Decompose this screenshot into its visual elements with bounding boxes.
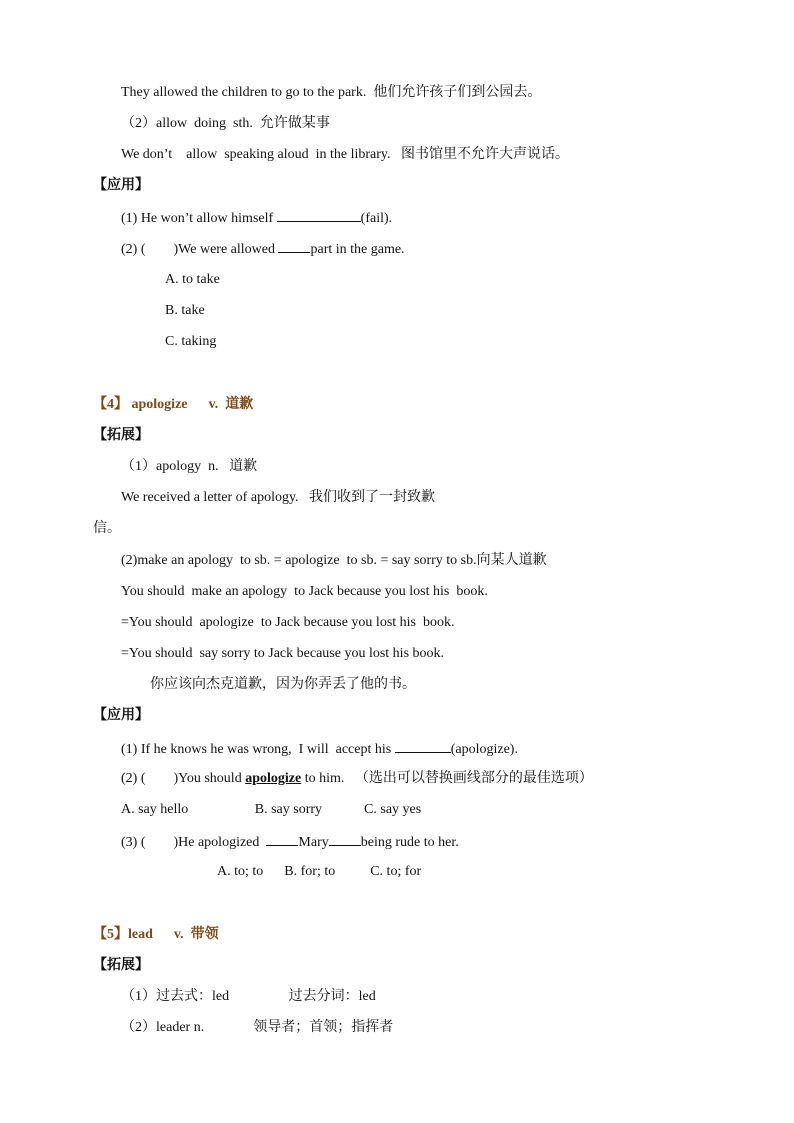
usage-item: （1）过去式：led 过去分词：led bbox=[121, 989, 376, 1004]
option-a: A. to take bbox=[165, 272, 220, 287]
usage-item: （2）leader n. 领导者；首领；指挥者 bbox=[121, 1020, 394, 1035]
heading-4-apologize: 【4】 apologize v. 道歉 bbox=[93, 397, 254, 412]
example-sentence-cont: 信。 bbox=[93, 521, 121, 536]
question-text: (2) ( )We were allowed bbox=[121, 242, 279, 257]
answer-blank[interactable] bbox=[278, 239, 310, 253]
section-label-application: 【应用】 bbox=[93, 178, 149, 193]
example-sentence: We received a letter of apology. 我们收到了一封致歉 bbox=[121, 490, 436, 505]
question-text: (3) ( )He apologized bbox=[121, 835, 267, 850]
question-text: Mary bbox=[298, 835, 329, 850]
answer-blank[interactable] bbox=[395, 739, 451, 753]
question-text: (1) He won’t allow himself bbox=[121, 211, 277, 226]
heading-5-lead: 【5】lead v. 带领 bbox=[93, 927, 219, 942]
example-sentence: You should make an apology to Jack because you lost his book. bbox=[121, 584, 488, 599]
example-sentence: They allowed the children to go to the park. 他们允许孩子们到公园去。 bbox=[121, 85, 542, 100]
usage-item: (2)make an apology to sb. = apologize to sb. = say sorry to sb.向某人道歉 bbox=[121, 553, 547, 568]
section-label-extension: 【拓展】 bbox=[93, 428, 149, 443]
option-b: B. take bbox=[165, 303, 205, 318]
options-row: A. say hello B. say sorry C. say yes bbox=[121, 802, 422, 817]
exercise-question bbox=[121, 239, 405, 259]
usage-item: （1）apology n. 道歉 bbox=[121, 459, 258, 474]
section-label-application: 【应用】 bbox=[93, 708, 149, 723]
translation: 你应该向杰克道歉，因为你弄丢了他的书。 bbox=[150, 677, 416, 692]
exercise-question bbox=[121, 208, 392, 228]
example-sentence: =You should say sorry to Jack because you lost his book. bbox=[121, 646, 445, 661]
answer-blank[interactable] bbox=[329, 832, 361, 846]
options-row: A. to; to B. for; to C. to; for bbox=[217, 864, 422, 879]
answer-blank[interactable] bbox=[266, 832, 298, 846]
section-label-extension: 【拓展】 bbox=[93, 958, 149, 973]
answer-blank[interactable] bbox=[277, 208, 361, 222]
question-text: part in the game. bbox=[310, 242, 405, 257]
question-text: to him. （选出可以替换画线部分的最佳选项） bbox=[301, 771, 593, 786]
question-text: (fail). bbox=[360, 211, 393, 226]
question-text: (2) ( )You should bbox=[121, 771, 246, 786]
question-text: (1) If he knows he was wrong, I will accept his bbox=[121, 742, 395, 757]
exercise-question bbox=[121, 770, 593, 788]
exercise-question bbox=[121, 739, 518, 759]
underlined-word: apologize bbox=[245, 771, 302, 786]
option-c: C. taking bbox=[165, 334, 217, 349]
question-text: (apologize). bbox=[450, 742, 518, 757]
exercise-question bbox=[121, 832, 459, 852]
usage-item: （2）allow doing sth. 允许做某事 bbox=[121, 116, 330, 131]
question-text: being rude to her. bbox=[360, 835, 459, 850]
example-sentence: We don’t allow speaking aloud in the library. 图书馆里不允许大声说话。 bbox=[121, 147, 569, 162]
example-sentence: =You should apologize to Jack because you lost his book. bbox=[121, 615, 455, 630]
